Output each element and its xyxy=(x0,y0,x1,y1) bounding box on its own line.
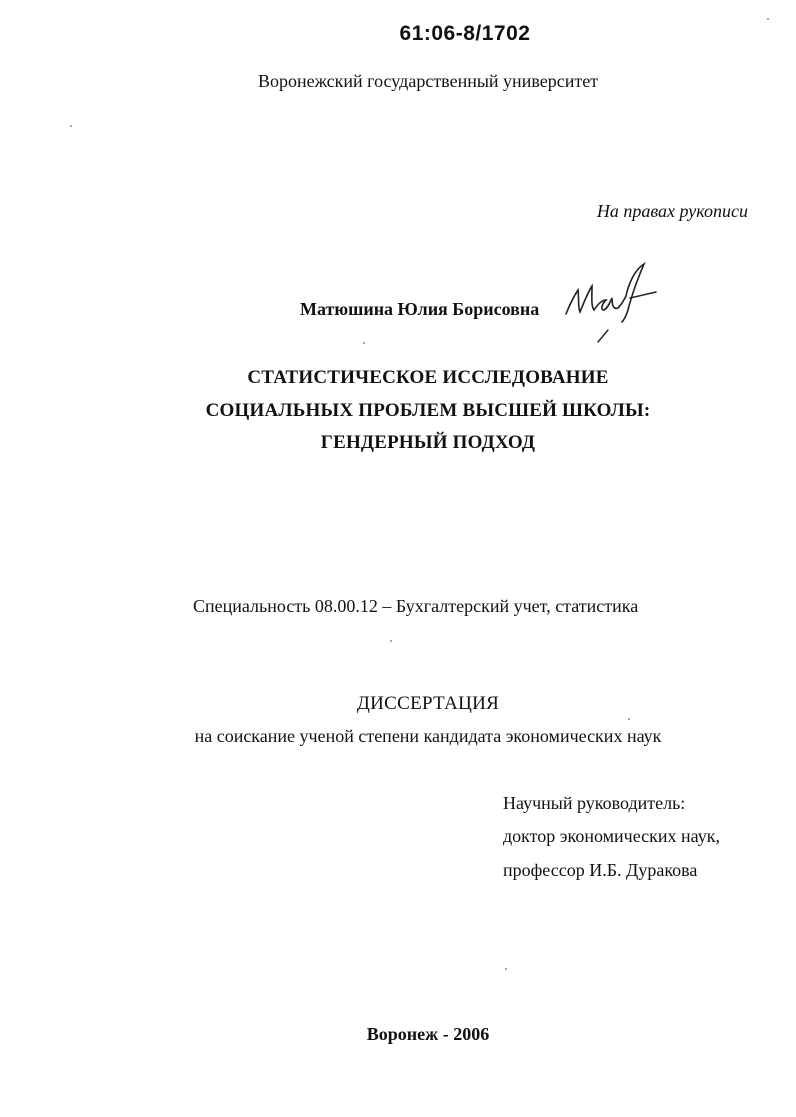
scan-speck xyxy=(505,968,507,970)
dissertation-type: ДИССЕРТАЦИЯ xyxy=(356,693,500,714)
title-line-1: СТАТИСТИЧЕСКОЕ ИССЛЕДОВАНИЕ xyxy=(247,367,609,388)
scan-speck xyxy=(390,640,392,642)
supervisor-label: Научный руководитель: xyxy=(503,793,686,813)
city-year: Воронеж - 2006 xyxy=(366,1024,490,1044)
scan-speck xyxy=(363,342,365,344)
title-line-2: СОЦИАЛЬНЫХ ПРОБЛЕМ ВЫСШЕЙ ШКОЛЫ: xyxy=(205,400,651,421)
catalog-number: 61:06-8/1702 xyxy=(399,22,531,45)
author-signature xyxy=(558,256,662,346)
manuscript-rights-label: На правах рукописи xyxy=(596,201,748,221)
title-line-3: ГЕНДЕРНЫЙ ПОДХОД xyxy=(320,432,536,453)
university-name: Воронежский государственный университет xyxy=(257,71,599,91)
supervisor-name: профессор И.Б. Дуракова xyxy=(503,860,698,880)
scan-speck xyxy=(628,718,630,720)
scan-speck xyxy=(70,125,72,127)
specialty: Специальность 08.00.12 – Бухгалтерский учет, статистика xyxy=(193,596,639,616)
supervisor-degree: доктор экономических наук, xyxy=(503,826,720,846)
author-name: Матюшина Юлия Борисовна xyxy=(300,299,540,319)
dissertation-purpose: на соискание ученой степени кандидата экономических наук xyxy=(194,726,662,746)
scan-speck xyxy=(767,18,769,20)
